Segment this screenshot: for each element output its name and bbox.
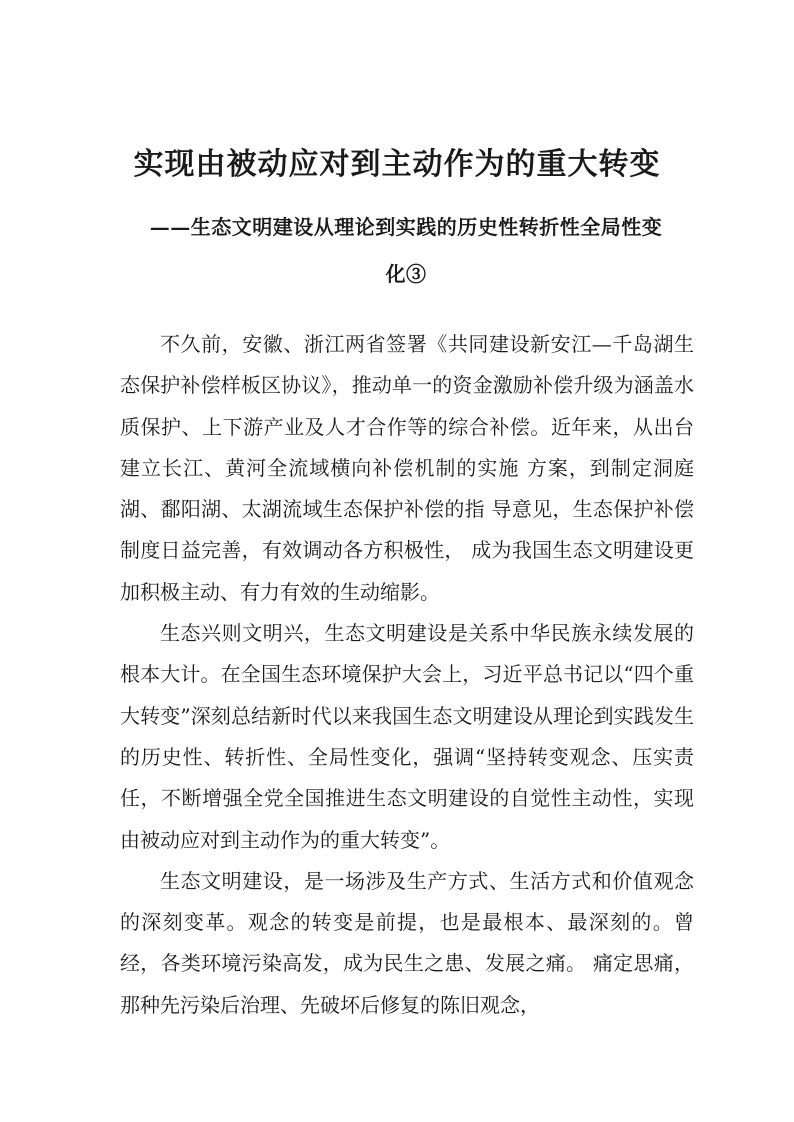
body-paragraph: 生态兴则文明兴，生态文明建设是关系中华民族永续发展的根本大计。在全国生态环境保护大会上，习近平总书记以“四个重大转变”深刻总结新时代以来我国生态文明建设从理论到实践发生的历史性、转折性、全局性变化，强调“坚持转变观念、压实责任，不断增强全党全国推进生态文明建设的自觉性主动性，实现由被动应对到主动作为的重大转变”。: [120, 621, 694, 852]
article-title: 实现由被动应对到主动作为的重大转变: [133, 147, 661, 182]
article-subtitle: ——生态文明建设从理论到实践的历史性转折性全局性变化③: [149, 215, 663, 286]
article-body: [120, 324, 694, 1026]
body-paragraph: 生态文明建设，是一场涉及生产方式、生活方式和价值观念的深刻变革。观念的转变是前提，也是最根本、最深刻的。曾经，各类环境污染高发，成为民生之患、发展之痛。 痛定思痛，那种先污染后治理、先破坏后修复的陈旧观念，: [120, 868, 694, 1017]
body-paragraph: 不久前，安徽、浙江两省签署《共同建设新安江—千岛湖生态保护补偿样板区协议》，推动单一的资金激励补偿升级为涵盖水质保护、上下游产业及人才合作等的综合补偿。近年来，从出台建立长江、黄河全流域横向补偿机制的实施 方案，到制定洞庭湖、鄱阳湖、太湖流域生态保护补偿的指 导意见，生态保护补偿制度日益完善，有效调动各方积极性， 成为我国生态文明建设更加积极主动、有力有效的生动缩影。: [120, 332, 694, 604]
